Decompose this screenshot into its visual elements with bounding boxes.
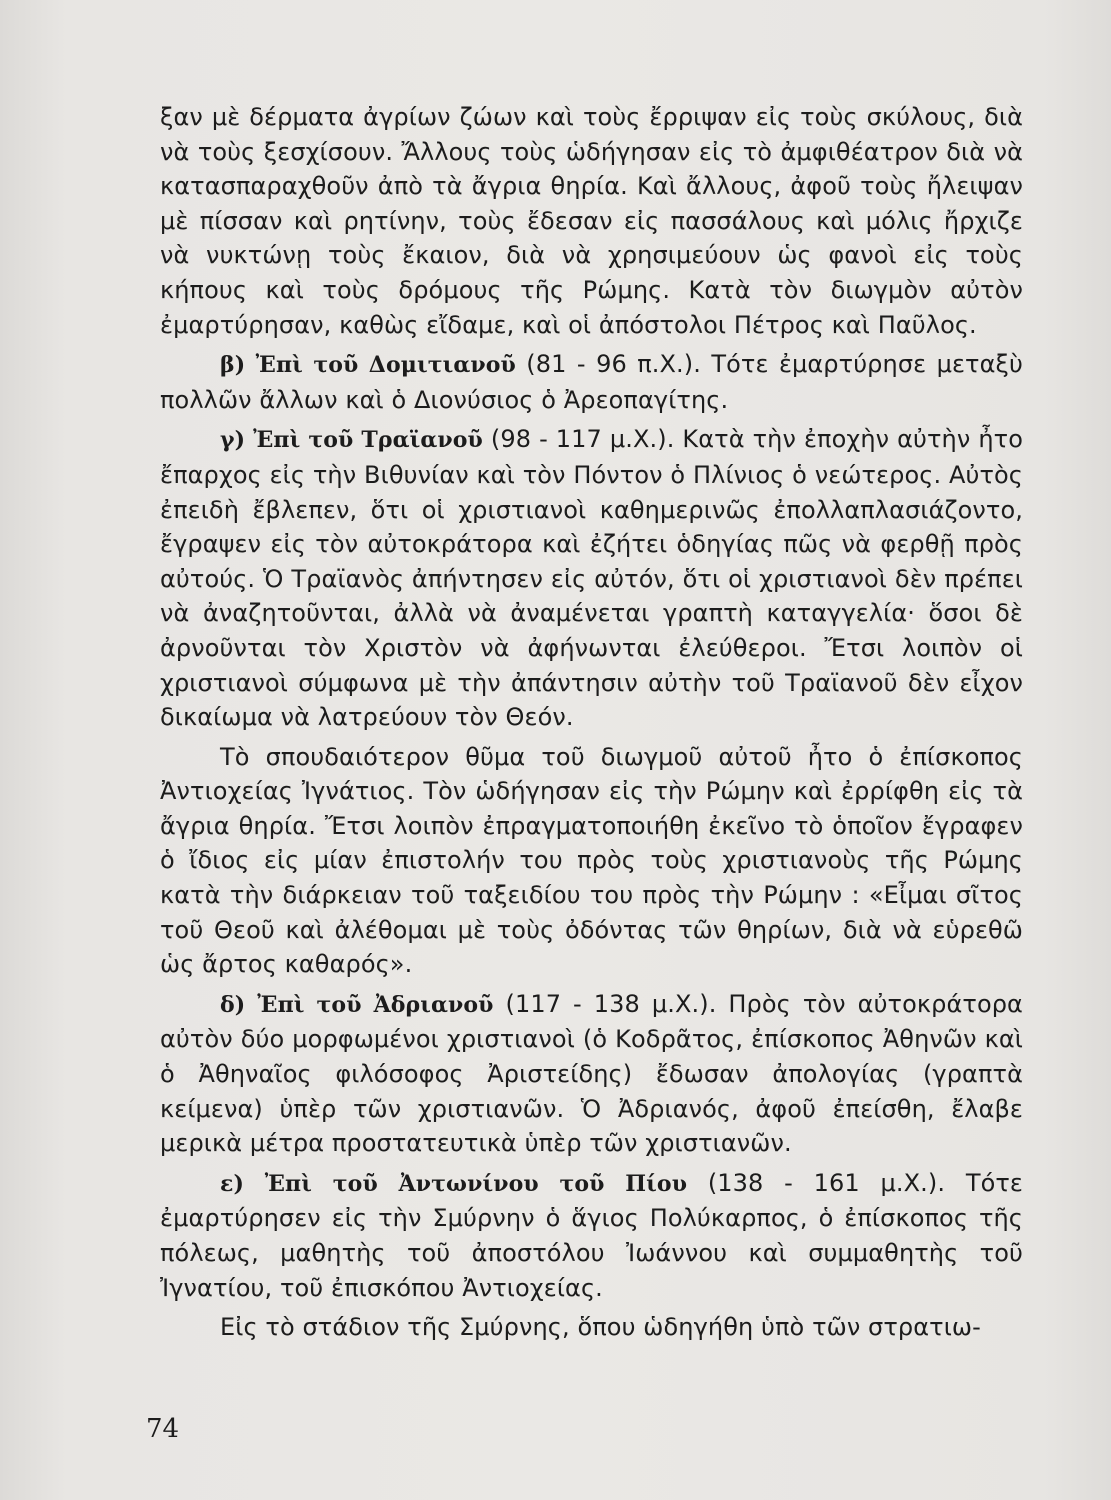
paragraph-text: (81 - 96 π.Χ.). Τότε ἐμαρτύρησε μεταξὺ πολλῶν ἄλλων καὶ ὁ Διονύσιος ὁ Ἀρεοπαγίτης. [160,350,1024,414]
paragraph-text: (98 - 117 μ.Χ.). Κατὰ τὴν ἐποχὴν αὐτὴν ἦτο ἔπαρχος εἰς τὴν Βιθυνίαν καὶ τὸν Πόντον ὁ Πλίνιος ὁ νεώτερος. Αὐτὸς ἐπειδὴ ἔβλεπεν, ὅτι οἱ χριστιανοὶ καθημερινῶς ἐπολλαπλασιάζοντο, ἔγραψεν εἰς τὸν αὐτοκράτορα καὶ ἐζήτει ὁδηγίας πῶς νὰ φερθῇ πρὸς αὐτούς. Ὁ Τραϊανὸς ἀπήντησεν εἰς αὐτόν, ὅτι οἱ χριστιανοὶ δὲν πρέπει νὰ ἀναζητοῦνται, ἀλλὰ νὰ ἀναμένεται γραπτὴ καταγγελία· ὅσοι δὲ ἀρνοῦνται τὸν Χριστὸν νὰ ἀφήνωνται ἐλεύθεροι. Ἔτσι λοιπὸν οἱ χριστιανοὶ σύμφωνα μὲ τὴν ἀπάντησιν αὐτὴν τοῦ Τραϊανοῦ δὲν εἶχον δικαίωμα νὰ λατρεύουν τὸν Θεόν. [160,425,1023,732]
paragraph-ignatius [160,740,1023,982]
paragraph-text: Εἰς τὸ στάδιον τῆς Σμύρνης, ὅπου ὡδηγήθη ὑπὸ τῶν στρατιω- [220,1313,981,1342]
section-heading-antoninus: ε) Ἐπὶ τοῦ Ἀντωνίνου τοῦ Πίου [220,1170,688,1197]
paragraph-hadrian [160,987,1023,1161]
paragraph-smyrna-stadium [160,1310,1023,1345]
paragraph-text: (138 - 161 μ.Χ.). Τότε ἐμαρτύρησεν εἰς τὴν Σμύρνην ὁ ἅγιος Πολύκαρπος, ὁ ἐπίσκοπος τῆς πόλεως, μαθητὴς τοῦ ἀποστόλου Ἰωάννου καὶ συμμαθητὴς τοῦ Ἰγνατίου, τοῦ ἐπισκόπου Ἀντιοχείας. [160,1168,1024,1302]
paragraph-persecution-nero [160,100,1023,342]
paragraph-trajan [160,422,1023,734]
section-heading-hadrian: δ) Ἐπὶ τοῦ Ἀδριανοῦ [220,991,494,1018]
paragraph-text: (117 - 138 μ.Χ.). Πρὸς τὸν αὐτοκράτορα αὐτὸν δύο μορφωμένοι χριστιανοὶ (ὁ Κοδρᾶτος, ἐπίσκοπος Ἀθηνῶν καὶ ὁ Ἀθηναῖος φιλόσοφος Ἀριστείδης) ἔδωσαν ἀπολογίας (γραπτὰ κείμενα) ὑπὲρ τῶν χριστιανῶν. Ὁ Ἀδριανός, ἀφοῦ ἐπείσθη, ἔλαβε μερικὰ μέτρα προστατευτικὰ ὑπὲρ τῶν χριστιανῶν. [160,989,1023,1158]
body-text [160,100,1023,1345]
paragraph-text: ξαν μὲ δέρματα ἀγρίων ζώων καὶ τοὺς ἔρριψαν εἰς τοὺς σκύλους, διὰ νὰ τοὺς ξεσχίσουν. Ἄλλους τοὺς ὡδήγησαν εἰς τὸ ἀμφιθέατρον διὰ νὰ κατασπαραχθοῦν ἀπὸ τὰ ἄγρια θηρία. Καὶ ἄλλους, ἀφοῦ τοὺς ἤλειψαν μὲ πίσσαν καὶ ρητίνην, τοὺς ἔδεσαν εἰς πασσάλους καὶ μόλις ἤρχιζε νὰ νυκτώνῃ τοὺς ἔκαιον, διὰ νὰ χρησιμεύουν ὡς φανοὶ εἰς τοὺς κήπους καὶ τοὺς δρόμους τῆς Ρώμης. Κατὰ τὸν διωγμὸν αὐτὸν ἐμαρτύρησαν, καθὼς εἴδαμε, καὶ οἱ ἀπόστολοι Πέτρος καὶ Παῦλος. [160,103,1023,339]
section-heading-trajan: γ) Ἐπὶ τοῦ Τραϊανοῦ [220,427,483,454]
section-heading-domitian: β) Ἐπὶ τοῦ Δομιτιανοῦ [220,352,516,379]
paragraph-text: Τὸ σπουδαιότερον θῦμα τοῦ διωγμοῦ αὐτοῦ ἦτο ὁ ἐπίσκοπος Ἀντιοχείας Ἰγνάτιος. Τὸν ὡδήγησαν εἰς τὴν Ρώμην καὶ ἐρρίφθη εἰς τὰ ἄγρια θηρία. Ἔτσι λοιπὸν ἐπραγματοποιήθη ἐκεῖνο τὸ ὁποῖον ἔγραφεν ὁ ἴδιος εἰς μίαν ἐπιστολήν του πρὸς τοὺς χριστιανοὺς τῆς Ρώμης κατὰ τὴν διάρκειαν τοῦ ταξειδίου του πρὸς τὴν Ρώμην : «Εἶμαι σῖτος τοῦ Θεοῦ καὶ ἀλέθομαι μὲ τοὺς ὀδόντας τῶν θηρίων, διὰ νὰ εὑρεθῶ ὡς ἄρτος καθαρός». [160,742,1023,979]
paragraph-domitian [160,347,1023,417]
page-number: 74 [146,1414,180,1444]
paragraph-antoninus [160,1166,1023,1305]
